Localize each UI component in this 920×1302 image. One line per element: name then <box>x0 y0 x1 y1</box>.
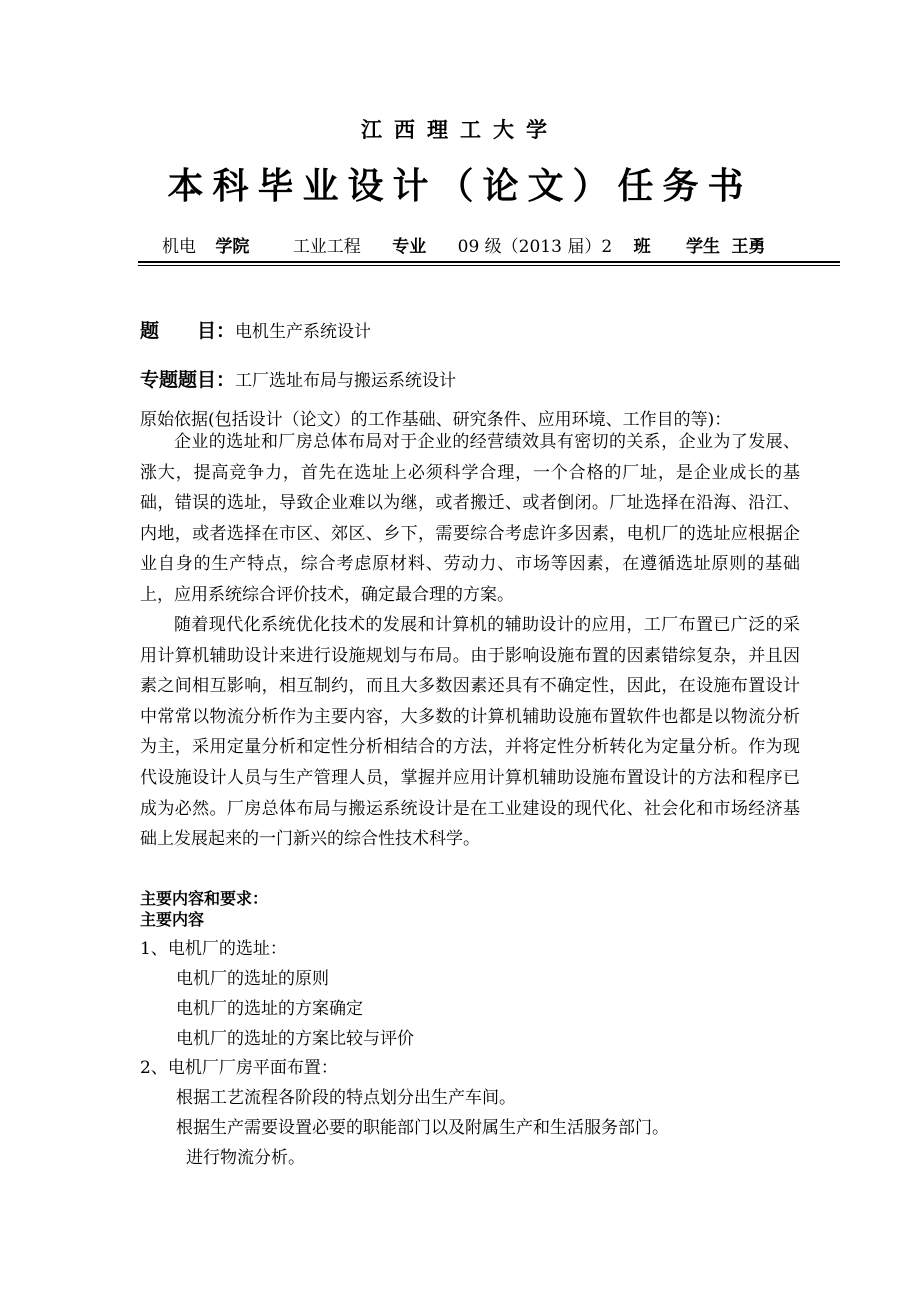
major-label: 专业 <box>392 237 427 257</box>
topic-row <box>140 316 371 343</box>
student-name: 王勇 <box>731 237 766 257</box>
section-1-title: 1、电机厂的选址： <box>140 939 287 959</box>
major-value: 工业工程 <box>292 237 361 257</box>
class-value: 09 级（2013 届）2 <box>457 237 613 257</box>
basis-heading: 原始依据(包括设计（论文）的工作基础、研究条件、应用环境、工作目的等)： <box>140 410 732 430</box>
header-rule-thin <box>138 265 840 266</box>
student-label: 学生 <box>685 237 720 257</box>
university-name: 江西理工大学 <box>361 118 559 142</box>
section-2-item: 根据工艺流程各阶段的特点划分出生产车间。 <box>176 1088 516 1108</box>
section-2-item: 进行物流分析。 <box>186 1148 305 1168</box>
document-title: 本科毕业设计（论文）任务书 <box>167 166 753 207</box>
special-topic-value: 工厂选址布局与搬运系统设计 <box>235 371 457 391</box>
college-value: 机电 <box>162 237 196 257</box>
topic-label: 题 目： <box>140 320 236 342</box>
content-heading: 主要内容和要求： <box>140 889 269 908</box>
section-2-item: 根据生产需要设置必要的职能部门以及附属生产和生活服务部门。 <box>176 1118 669 1138</box>
special-topic-row <box>140 365 456 392</box>
basis-paragraph-2: 随着现代化系统优化技术的发展和计算机的辅助设计的应用，工厂布置已广泛的采用计算机辅助设计来进行设施规划与布局。由于影响设施布置的因素错综复杂，并且因素之间相互影响，相互制约，而且大多数因素还具有不确定性，因此，在设施布置设计中常常以物流分析作为主要内容，大多数的计算机辅助设施布置软件也都是以物流分析为主，采用定量分析和定性分析相结合的方法，并将定性分析转化为定量分析。作为现代设施设计人员与生产管理人员，掌握并应用计算机辅助设施布置设计的方法和程序已成为必然。厂房总体布局与搬运系统设计是在工业建设的现代化、社会化和市场经济基础上发展起来的一门新兴的综合性技术科学。 <box>140 615 800 850</box>
section-1-item: 电机厂的选址的方案确定 <box>176 999 363 1019</box>
college-label: 学院 <box>215 237 250 257</box>
class-label: 班 <box>633 237 651 257</box>
section-2-title: 2、电机厂厂房平面布置： <box>140 1058 338 1078</box>
section-1-item: 电机厂的选址的方案比较与评价 <box>176 1029 414 1049</box>
header-rule-thick <box>138 261 840 263</box>
basis-paragraph-1: 企业的选址和厂房总体布局对于企业的经营绩效具有密切的关系，企业为了发展、涨大，提高竞争力，首先在选址上必须科学合理，一个合格的厂址，是企业成长的基础，错误的选址，导致企业难以为继，或者搬迁、或者倒闭。厂址选择在沿海、沿江、内地，或者选择在市区、郊区、乡下，需要综合考虑许多因素，电机厂的选址应根据企业自身的生产特点，综合考虑原材料、劳动力、市场等因素，在遵循选址原则的基础上，应用系统综合评价技术，确定最合理的方案。 <box>140 432 800 605</box>
student-info-row <box>162 232 765 257</box>
special-topic-label: 专题题目： <box>140 369 236 391</box>
topic-value: 电机生产系统设计 <box>235 322 372 342</box>
content-subheading: 主要内容 <box>140 910 205 929</box>
section-1-item: 电机厂的选址的原则 <box>176 969 329 989</box>
